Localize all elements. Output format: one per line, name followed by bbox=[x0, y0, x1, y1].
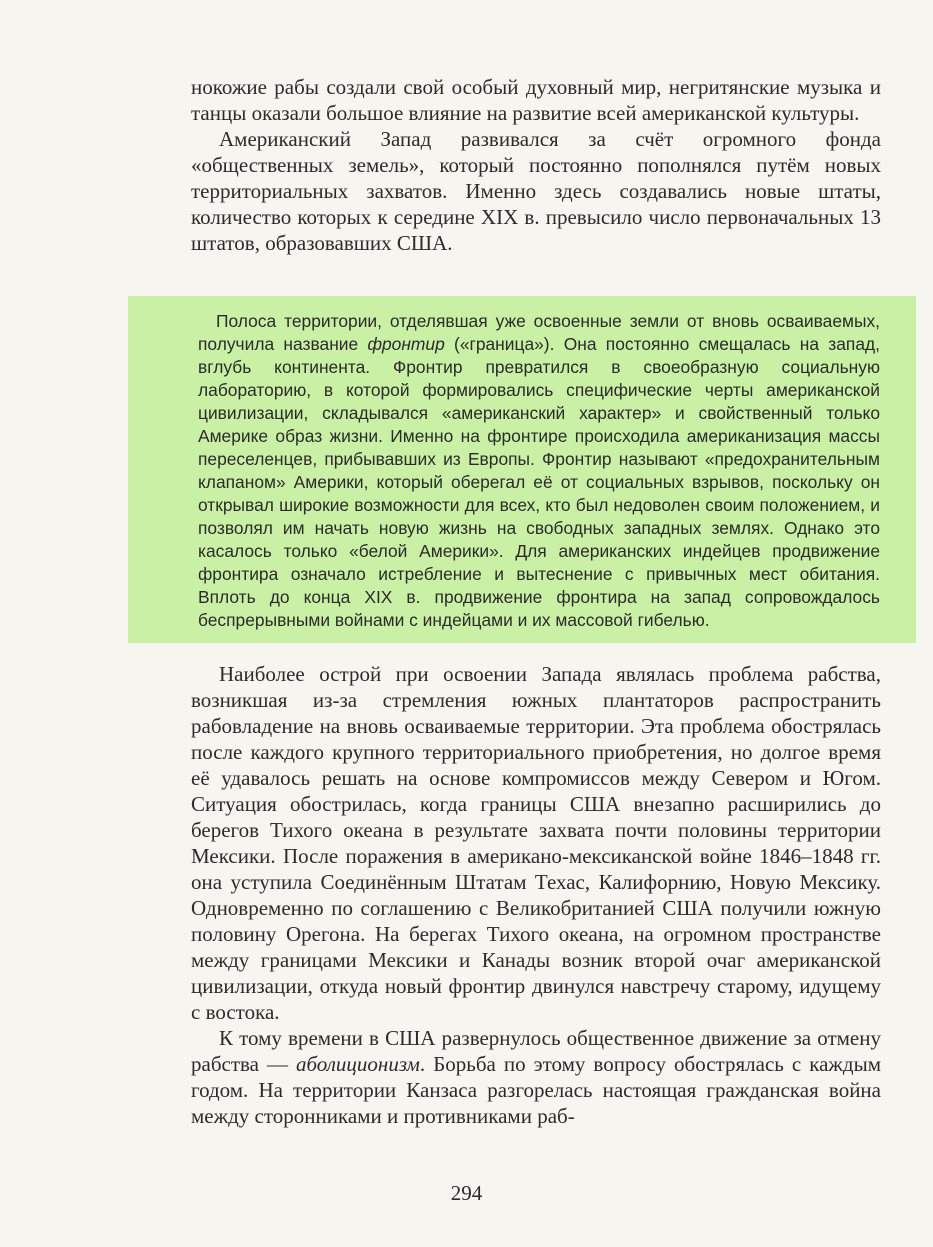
frontier-text-part2: («граница»). Она постоянно смещалась на запад, вглубь континента. Фронтир превратился в своеобразную социальную лабораторию, в которой формировались специфические черты американской цивилизации, складывался «американский характер» и свойственный только Америке образ жизни. Именно на фронтире происходила американизация массы переселенцев, прибывавших из Европы. Фронтир называют «предохранительным клапаном» Америки, который оберегал её от социальных взрывов, поскольку он открывал широкие возможности для всех, кто был недоволен своим положением, и позволял им начать новую жизнь на свободных западных землях. Однако это касалось только «белой Америки». Для американских индейцев продвижение фронтира означало истребление и вытеснение с привычных мест обитания. Вплоть до конца XIX в. продвижение фронтира на запад сопровождалось беспрерывными войнами с индейцами и их массовой гибелью. bbox=[198, 334, 880, 630]
paragraph-american-west: Американский Запад развивался за счёт огромного фонда «общественных земель», который постоянно пополнялся путём новых территориальных захватов. Именно здесь создавались новые штаты, количество которых к середине XIX в. превысило число первоначальных 13 штатов, образовавших США. bbox=[191, 127, 881, 255]
top-text-block bbox=[191, 74, 881, 256]
bottom-text-block bbox=[191, 661, 881, 1129]
frontier-note bbox=[198, 310, 880, 632]
frontier-term: фронтир bbox=[367, 334, 445, 354]
paragraph-abolitionism bbox=[191, 1025, 881, 1129]
paragraph-continuation: нокожие рабы создали свой особый духовный мир, негритянские музыка и танцы оказали большое влияние на развитие всей американской культуры. bbox=[191, 75, 881, 125]
abolition-text-start: К тому времени в США развернулось общественное движение за отмену рабства — bbox=[191, 1026, 881, 1076]
frontier-text-part1: Полоса территории, отделявшая уже освоенные земли от вновь осваиваемых, получила название bbox=[198, 311, 880, 354]
abolition-text-end: . Борьба по этому вопросу обострялась с каждым годом. На территории Канзаса разгорелась настоящая гражданская война между сторонниками и противниками раб- bbox=[191, 1052, 881, 1128]
frontier-paragraph bbox=[198, 310, 880, 632]
paragraph-slavery-problem: Наиболее острой при освоении Запада являлась проблема рабства, возникшая из-за стремления южных плантаторов распространить рабовладение на вновь осваиваемые территории. Эта проблема обострялась после каждого крупного территориального приобретения, но долгое время её удавалось решать на основе компромиссов между Севером и Югом. Ситуация обострилась, когда границы США внезапно расширились до берегов Тихого океана в результате захвата почти половины территории Мексики. После поражения в американо-мексиканской войне 1846–1848 гг. она уступила Соединённым Штатам Техас, Калифорнию, Новую Мексику. Одновременно по соглашению с Великобританией США получили южную половину Орегона. На берегах Тихого океана, на огромном пространстве между границами Мексики и Канады возник второй очаг американской цивилизации, откуда новый фронтир двинулся навстречу старому, идущему с востока. bbox=[191, 662, 881, 1024]
abolitionism-term: аболиционизм bbox=[296, 1052, 420, 1076]
page-number: 294 bbox=[450, 1181, 483, 1205]
